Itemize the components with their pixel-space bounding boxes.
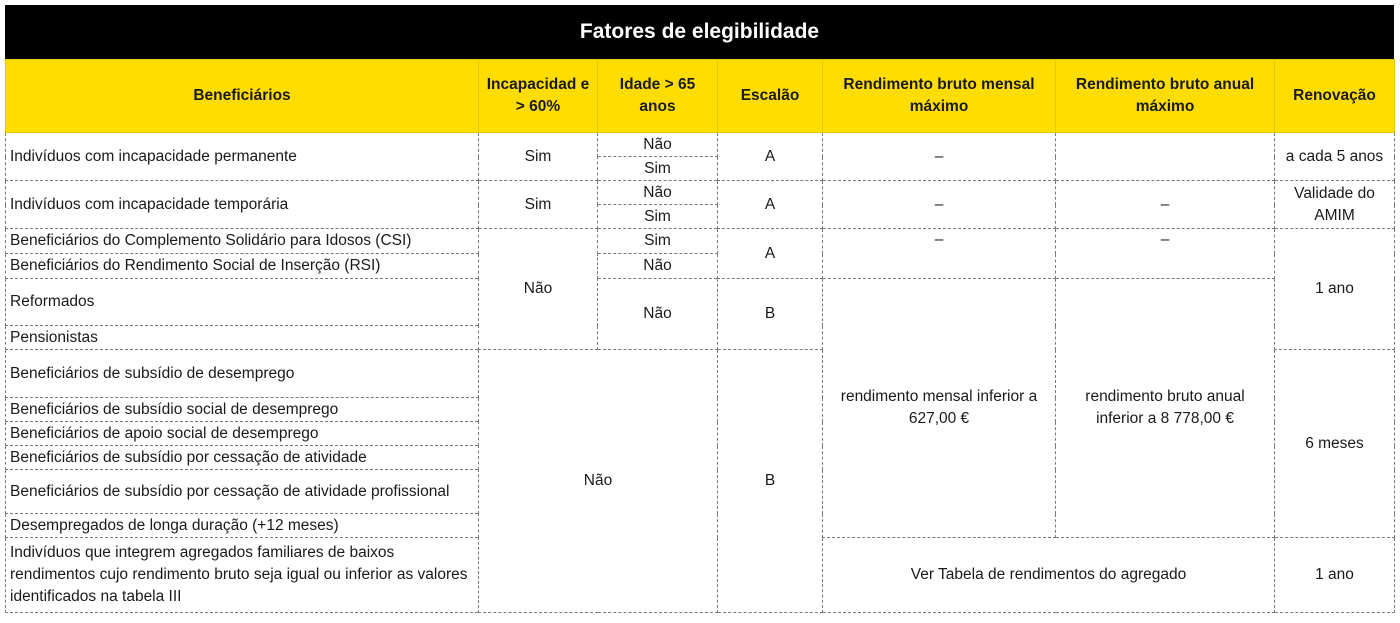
row-label-subsidio-social: Beneficiários de subsídio social de desemprego: [6, 398, 479, 422]
table-row: [6, 279, 1395, 326]
cell-renov-perm: a cada 5 anos: [1275, 133, 1395, 181]
cell-renov-1ano-b: 1 ano: [1275, 538, 1395, 613]
cell-mensal-perm: –: [823, 133, 1056, 181]
table-row: [6, 133, 1395, 157]
row-label-agregados: Indivíduos que integrem agregados familiares de baixos rendimentos cujo rendimento bruto seja igual ou inferior as valores identificados na tabela III: [6, 538, 479, 613]
cell-incap-temp: Sim: [479, 181, 598, 229]
cell-idade-rsi: Não: [598, 254, 718, 279]
cell-idade-temp-2: Sim: [598, 205, 718, 229]
row-label-cessacao-prof: Beneficiários de subsídio por cessação de atividade profissional: [6, 470, 479, 514]
cell-idade-perm-2: Sim: [598, 157, 718, 181]
cell-mensal-csi-rsi: –: [823, 229, 1056, 279]
eligibility-table-wrapper: [5, 5, 1394, 613]
cell-idade-csi: Sim: [598, 229, 718, 254]
row-label-temp: Indivíduos com incapacidade temporária: [6, 181, 479, 229]
table-row: [6, 229, 1395, 254]
cell-mensal-temp: –: [823, 181, 1056, 229]
header-escalao: Escalão: [718, 60, 823, 133]
header-renovacao: Renovação: [1275, 60, 1395, 133]
cell-idade-perm-1: Não: [598, 133, 718, 157]
cell-idade-ref-pens: Não: [598, 279, 718, 350]
cell-mensal-b: rendimento mensal inferior a 627,00 €: [823, 279, 1056, 538]
row-label-perm: Indivíduos com incapacidade permanente: [6, 133, 479, 181]
row-label-rsi: Beneficiários do Rendimento Social de Inserção (RSI): [6, 254, 479, 279]
cell-escalao-perm: A: [718, 133, 823, 181]
row-label-csi: Beneficiários do Complemento Solidário para Idosos (CSI): [6, 229, 479, 254]
cell-anual-perm: [1056, 133, 1275, 181]
cell-escalao-ref-pens: B: [718, 279, 823, 350]
cell-renov-temp: Validade do AMIM: [1275, 181, 1395, 229]
cell-ver-tabela: Ver Tabela de rendimentos do agregado: [823, 538, 1275, 613]
header-rendimento-mensal: Rendimento bruto mensal máximo: [823, 60, 1056, 133]
cell-anual-csi-rsi: –: [1056, 229, 1275, 279]
table-title: Fatores de elegibilidade: [5, 5, 1394, 59]
table-row: [6, 181, 1395, 205]
cell-anual-b: rendimento bruto anual inferior a 8 778,00 €: [1056, 279, 1275, 538]
header-rendimento-anual: Rendimento bruto anual máximo: [1056, 60, 1275, 133]
eligibility-table: [5, 59, 1395, 613]
header-row: [6, 60, 1395, 133]
cell-escalao-csi-rsi: A: [718, 229, 823, 279]
row-label-subsidio-desemprego: Beneficiários de subsídio de desemprego: [6, 350, 479, 398]
row-label-cessacao: Beneficiários de subsídio por cessação de atividade: [6, 446, 479, 470]
cell-incap-idade-nao: Não: [479, 350, 718, 613]
cell-escalao-temp: A: [718, 181, 823, 229]
cell-anual-temp: –: [1056, 181, 1275, 229]
cell-renov-6meses: 6 meses: [1275, 350, 1395, 538]
row-label-longa-duracao: Desempregados de longa duração (+12 meses): [6, 514, 479, 538]
header-incapacidade: Incapacidad e > 60%: [479, 60, 598, 133]
row-label-reformados: Reformados: [6, 279, 479, 326]
row-label-pensionistas: Pensionistas: [6, 326, 479, 350]
cell-escalao-b-2: B: [718, 350, 823, 613]
cell-idade-temp-1: Não: [598, 181, 718, 205]
cell-incap-perm: Sim: [479, 133, 598, 181]
row-label-apoio-social: Beneficiários de apoio social de desemprego: [6, 422, 479, 446]
header-beneficiarios: Beneficiários: [6, 60, 479, 133]
cell-incap-nao-1: Não: [479, 229, 598, 350]
header-idade: Idade > 65 anos: [598, 60, 718, 133]
cell-renov-1ano-a: 1 ano: [1275, 229, 1395, 350]
